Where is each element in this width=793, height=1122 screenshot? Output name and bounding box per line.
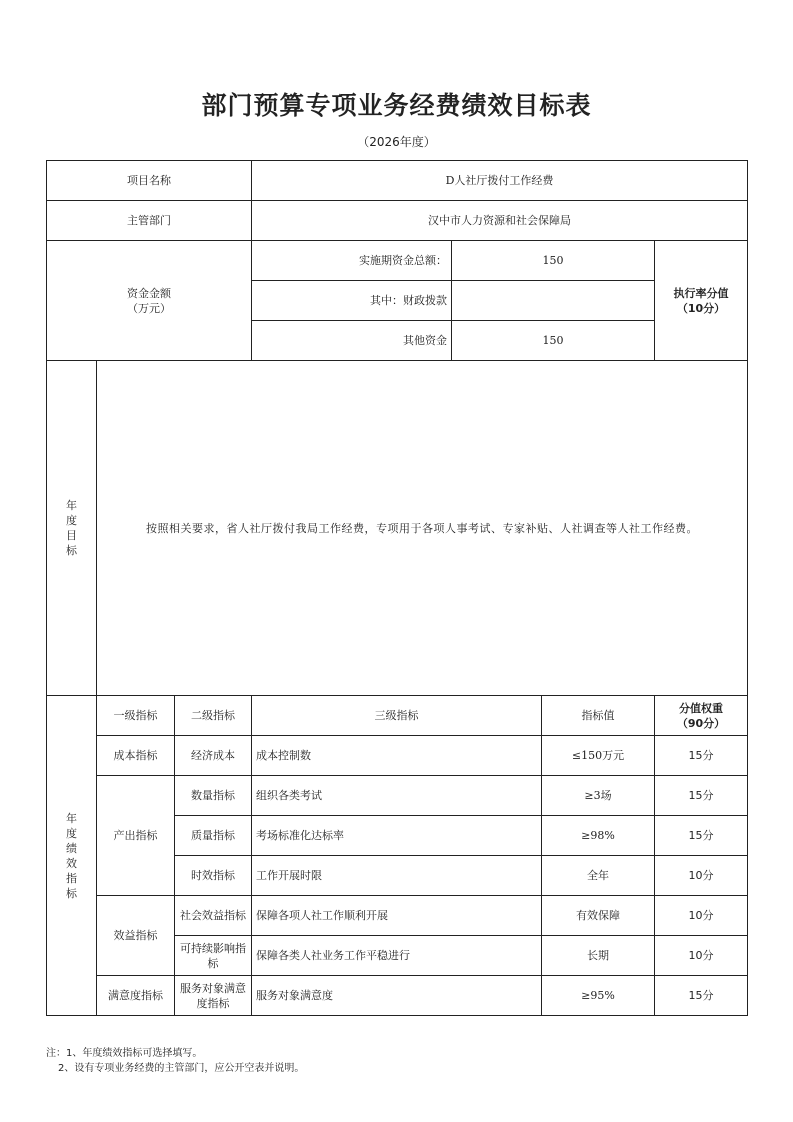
weight-cell: 15分 [655, 776, 748, 816]
group-cost: 成本指标 [97, 736, 175, 776]
exec-rate-cell [655, 241, 748, 361]
page-title: 部门预算专项业务经费绩效目标表 [201, 91, 592, 120]
project-name-label: 项目名称 [47, 161, 252, 201]
funds-other-value: 150 [452, 321, 655, 361]
funds-fiscal-label: 其中：财政拨款 [252, 281, 452, 321]
header-value: 指标值 [542, 696, 655, 736]
level3-cell: 服务对象满意度 [252, 976, 542, 1016]
level2-cell: 时效指标 [175, 856, 252, 896]
level3-cell: 成本控制数 [252, 736, 542, 776]
header-level1: 一级指标 [97, 696, 175, 736]
level2-cell: 可持续影响指标 [175, 936, 252, 976]
indicator-row [47, 736, 748, 776]
funds-other-label: 其他资金 [252, 321, 452, 361]
level2-cell: 社会效益指标 [175, 896, 252, 936]
weight-cell: 15分 [655, 976, 748, 1016]
department-row [47, 201, 748, 241]
header-weight-line2: （90分） [676, 716, 726, 730]
funds-fiscal-value [452, 281, 655, 321]
group-benefit: 效益指标 [97, 896, 175, 976]
exec-rate-line2: （10分） [676, 301, 726, 315]
level2-cell: 质量指标 [175, 816, 252, 856]
group-satisfaction: 满意度指标 [97, 976, 175, 1016]
department-value: 汉中市人力资源和社会保障局 [252, 201, 748, 241]
level3-cell: 考场标准化达标率 [252, 816, 542, 856]
funds-label-line1: 资金金额 [127, 286, 171, 300]
level3-cell: 工作开展时限 [252, 856, 542, 896]
weight-cell: 15分 [655, 816, 748, 856]
project-name-value: D人社厅拨付工作经费 [252, 161, 748, 201]
footnote-2: 2、设有专项业务经费的主管部门，应公开空表并说明。 [58, 1063, 305, 1074]
department-label: 主管部门 [47, 201, 252, 241]
level2-cell: 数量指标 [175, 776, 252, 816]
header-level2: 二级指标 [175, 696, 252, 736]
exec-rate-line1: 执行率分值 [673, 286, 729, 300]
year-label: （2026年度） [357, 135, 436, 149]
level2-cell: 经济成本 [175, 736, 252, 776]
indicator-row [47, 896, 748, 936]
weight-cell: 10分 [655, 936, 748, 976]
header-weight [655, 696, 748, 736]
annual-goal-row [47, 361, 748, 696]
header-level3: 三级指标 [252, 696, 542, 736]
funds-total-value: 150 [452, 241, 655, 281]
weight-cell: 15分 [655, 736, 748, 776]
level3-cell: 组织各类考试 [252, 776, 542, 816]
value-cell: 全年 [542, 856, 655, 896]
value-cell: ≤150万元 [542, 736, 655, 776]
project-name-row [47, 161, 748, 201]
header-weight-line1: 分值权重 [679, 701, 724, 715]
funds-label-line2: （万元） [127, 301, 171, 315]
value-cell: ≥3场 [542, 776, 655, 816]
level3-cell: 保障各项人社工作顺利开展 [252, 896, 542, 936]
indicator-header-row [47, 696, 748, 736]
annual-goal-text: 按照相关要求，省人社厅拨付我局工作经费，专项用于各项人事考试、专家补贴、人社调查等人社工作经费。 [97, 361, 748, 696]
indicator-row [47, 776, 748, 816]
level3-cell: 保障各类人社业务工作平稳进行 [252, 936, 542, 976]
weight-cell: 10分 [655, 896, 748, 936]
group-output: 产出指标 [97, 776, 175, 896]
funds-total-row [47, 241, 748, 281]
weight-cell: 10分 [655, 856, 748, 896]
value-cell: ≥98% [542, 816, 655, 856]
annual-goal-label: 年 度 目 标 [47, 361, 97, 696]
value-cell: ≥95% [542, 976, 655, 1016]
indicators-label: 年 度 绩 效 指 标 [47, 696, 97, 1016]
value-cell: 长期 [542, 936, 655, 976]
value-cell: 有效保障 [542, 896, 655, 936]
footnotes [46, 1046, 304, 1076]
performance-target-table [46, 160, 748, 1016]
indicator-row [47, 976, 748, 1016]
level2-cell: 服务对象满意度指标 [175, 976, 252, 1016]
footnote-1: 注：1、年度绩效指标可选择填写。 [46, 1048, 203, 1059]
funds-total-label: 实施期资金总额： [252, 241, 452, 281]
funds-label [47, 241, 252, 361]
